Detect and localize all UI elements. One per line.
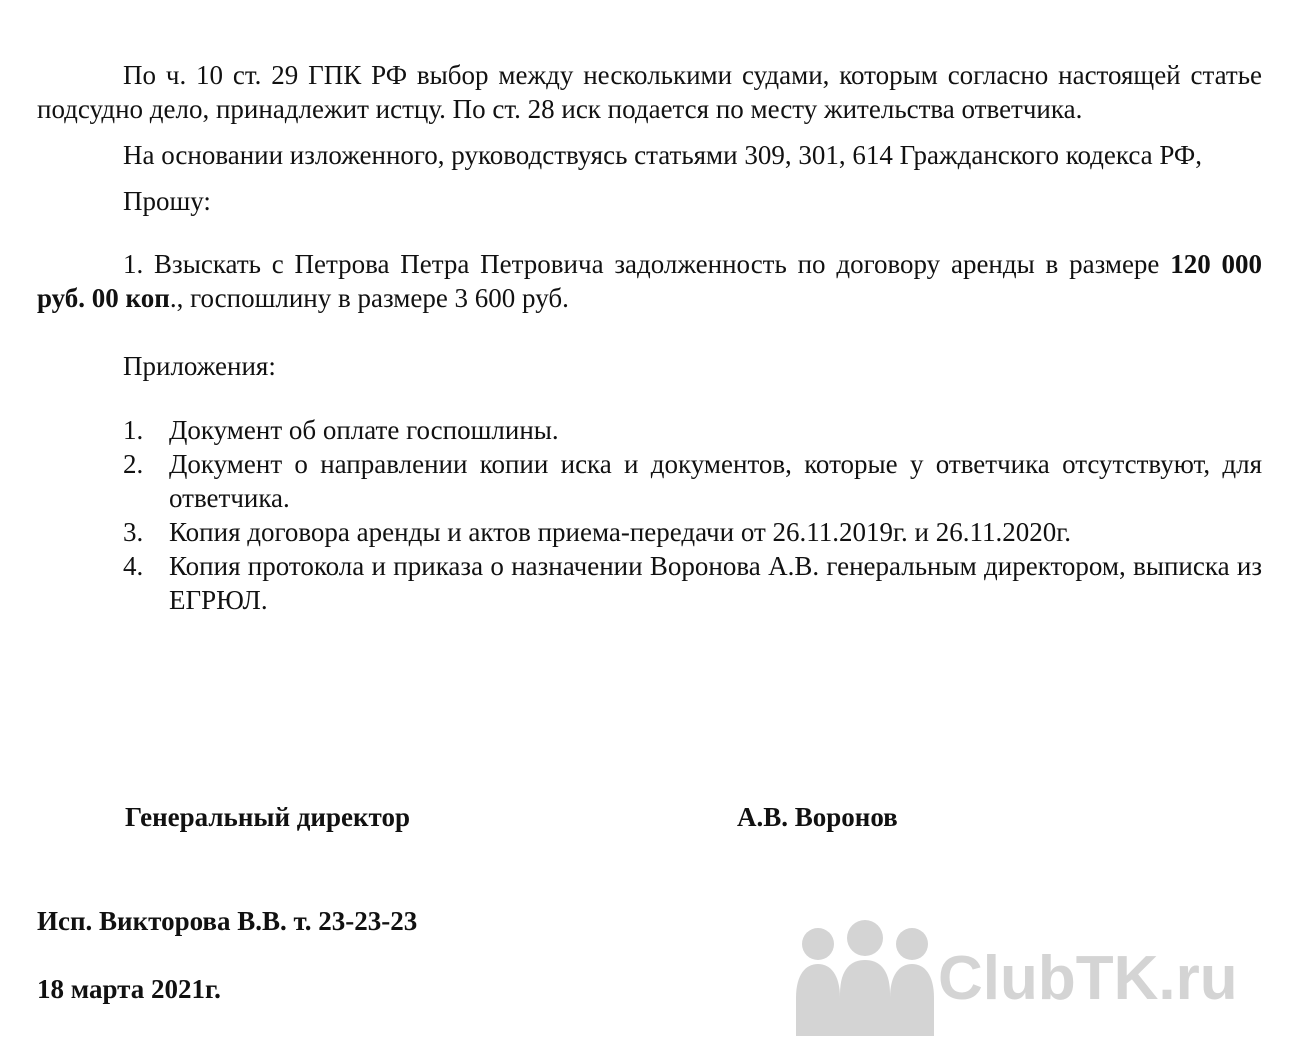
attachment-number: 4.	[123, 551, 144, 581]
attachment-item	[37, 413, 1262, 447]
legal-basis-paragraph: На основании изложенного, руководствуясь статьями 309, 301, 614 Гражданского кодекса РФ,	[123, 140, 1203, 170]
attachment-item	[37, 549, 1262, 617]
request-text-prefix: 1. Взыскать с Петрова Петра Петровича задолженность по договору аренды в размере	[123, 249, 1171, 279]
document-date: 18 марта 2021г.	[37, 974, 221, 1004]
attachment-item	[37, 515, 1262, 549]
attachment-number: 2.	[123, 449, 144, 479]
people-group-icon	[790, 918, 940, 1038]
attachment-item	[37, 447, 1262, 515]
attachment-text: Копия договора аренды и актов приема-передачи от 26.11.2019г. и 26.11.2020г.	[169, 517, 1072, 547]
request-text-suffix: ., госпошлину в размере 3 600 руб.	[169, 283, 569, 313]
request-amount: 120 000 руб. 00 коп	[37, 249, 1262, 313]
attachment-text: Копия протокола и приказа о назначении Воронова А.В. генеральным директором, выписка из ЕГРЮЛ.	[169, 551, 1262, 615]
attachments-heading: Приложения:	[123, 351, 276, 381]
attachment-text: Документ о направлении копии иска и документов, которые у ответчика отсутствуют, для ответчика.	[169, 449, 1262, 513]
signatory-name: А.В. Воронов	[737, 802, 898, 832]
document-body	[37, 58, 1262, 617]
request-heading: Прошу:	[123, 186, 211, 216]
jurisdiction-paragraph: По ч. 10 ст. 29 ГПК РФ выбор между несколькими судами, которым согласно настоящей статье подсудно дело, принадлежит истцу. По ст. 28 иск подается по месту жительства ответчика.	[37, 60, 1262, 124]
attachment-number: 1.	[123, 415, 144, 445]
attachments-list	[37, 413, 1262, 617]
request-paragraph	[37, 247, 1262, 315]
watermark-text: ClubTK.ru	[938, 944, 1238, 1013]
signatory-title: Генеральный директор	[125, 802, 410, 832]
attachment-text: Документ об оплате госпошлины.	[169, 415, 559, 445]
executor-line: Исп. Викторова В.В. т. 23-23-23	[37, 906, 418, 936]
attachment-number: 3.	[123, 517, 144, 547]
watermark	[790, 918, 1290, 1038]
